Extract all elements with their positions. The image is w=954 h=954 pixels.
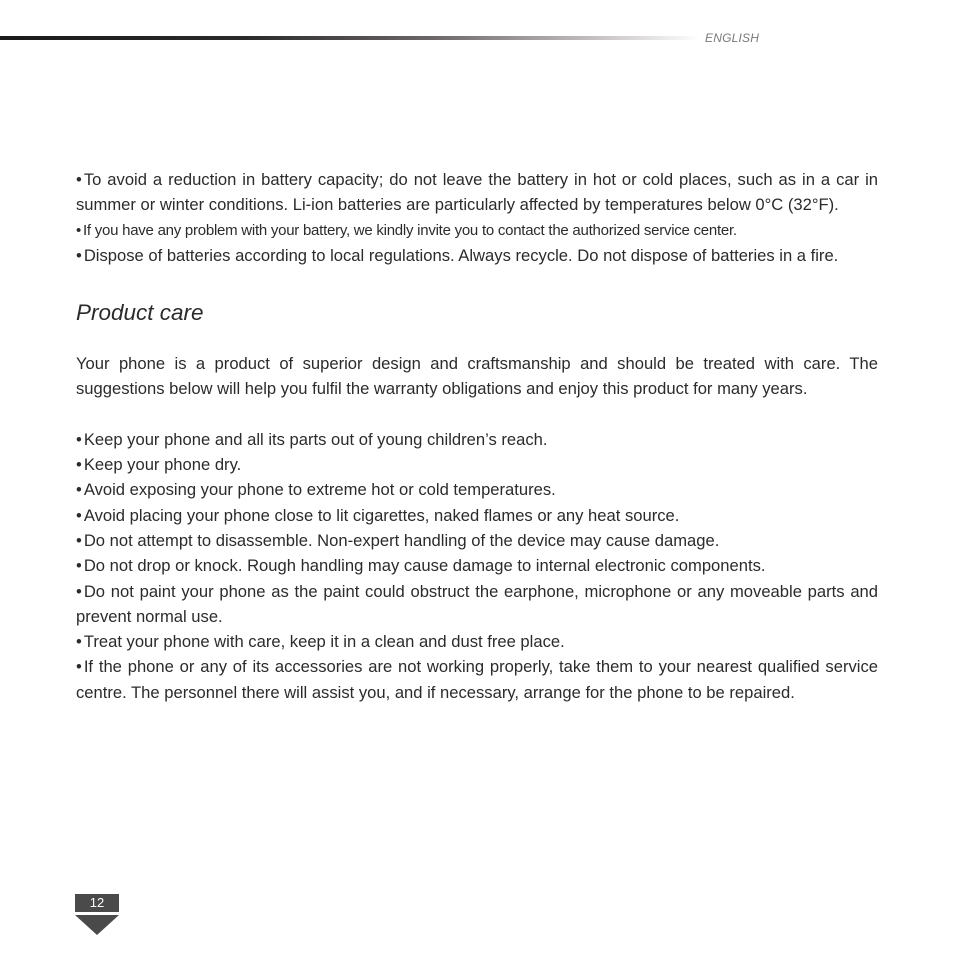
bullet-icon: •: [76, 480, 82, 500]
bullet-icon: •: [76, 556, 82, 576]
list-item: [76, 243, 878, 268]
list-item-text: Avoid exposing your phone to extreme hot or cold temperatures.: [83, 480, 556, 500]
list-item: [76, 477, 878, 502]
list-item: [76, 218, 878, 243]
product-care-bullet-list: [76, 427, 878, 705]
bullet-icon: •: [76, 170, 82, 189]
language-label: ENGLISH: [705, 31, 760, 45]
list-item-text: If the phone or any of its accessories are not working properly, take them to your nearest qualified service centre. The personnel there will assist you, and if necessary, arrange for the phone to be repaired.: [76, 657, 878, 702]
list-item-text: Keep your phone dry.: [83, 455, 242, 475]
bullet-icon: •: [76, 632, 82, 652]
list-item: [76, 553, 878, 578]
section-title: Product care: [76, 300, 204, 326]
down-arrow-icon: [75, 915, 119, 935]
list-item: [76, 528, 878, 553]
list-item: [76, 167, 878, 218]
list-item-text: To avoid a reduction in battery capacity; do not leave the battery in hot or cold places, such as in a car in summer or winter conditions. Li-ion batteries are particularly affected by temperatures below 0°C (32°F).: [76, 170, 878, 215]
bullet-icon: •: [76, 581, 82, 601]
page-number-tab: [75, 894, 119, 935]
intro-paragraph: Your phone is a product of superior design and craftsmanship and should be treated with care. The suggestions below will help you fulfil the warranty obligations and enjoy this product for many years.: [76, 354, 878, 399]
list-item: [76, 427, 878, 452]
bullet-icon: •: [76, 245, 82, 265]
list-item-text: Avoid placing your phone close to lit cigarettes, naked flames or any heat source.: [83, 505, 680, 525]
list-item: [76, 503, 878, 528]
list-item: [76, 629, 878, 654]
list-item-text: Dispose of batteries according to local regulations. Always recycle. Do not dispose of batteries in a fire.: [83, 245, 839, 265]
battery-bullet-list: [76, 167, 878, 268]
bullet-icon: •: [76, 455, 82, 475]
bullet-icon: •: [76, 657, 82, 677]
bullet-icon: •: [76, 429, 82, 449]
list-item-text: Do not drop or knock. Rough handling may cause damage to internal electronic components.: [83, 556, 766, 576]
list-item: [76, 452, 878, 477]
list-item-text: If you have any problem with your battery, we kindly invite you to contact the authorized service center.: [83, 221, 737, 239]
bullet-icon: •: [76, 221, 82, 239]
bullet-icon: •: [76, 530, 82, 550]
list-item: [76, 579, 878, 630]
list-item-text: Treat your phone with care, keep it in a clean and dust free place.: [83, 632, 565, 652]
list-item-text: Do not attempt to disassemble. Non-expert handling of the device may cause damage.: [83, 530, 720, 550]
list-item-text: Keep your phone and all its parts out of young children’s reach.: [83, 429, 548, 449]
header-rule: [0, 36, 700, 40]
list-item-text: Do not paint your phone as the paint could obstruct the earphone, microphone or any moveable parts and prevent normal use.: [76, 581, 878, 626]
list-item: [76, 654, 878, 705]
page-number: 12: [75, 894, 119, 912]
page-content: [76, 167, 878, 705]
bullet-icon: •: [76, 505, 82, 525]
